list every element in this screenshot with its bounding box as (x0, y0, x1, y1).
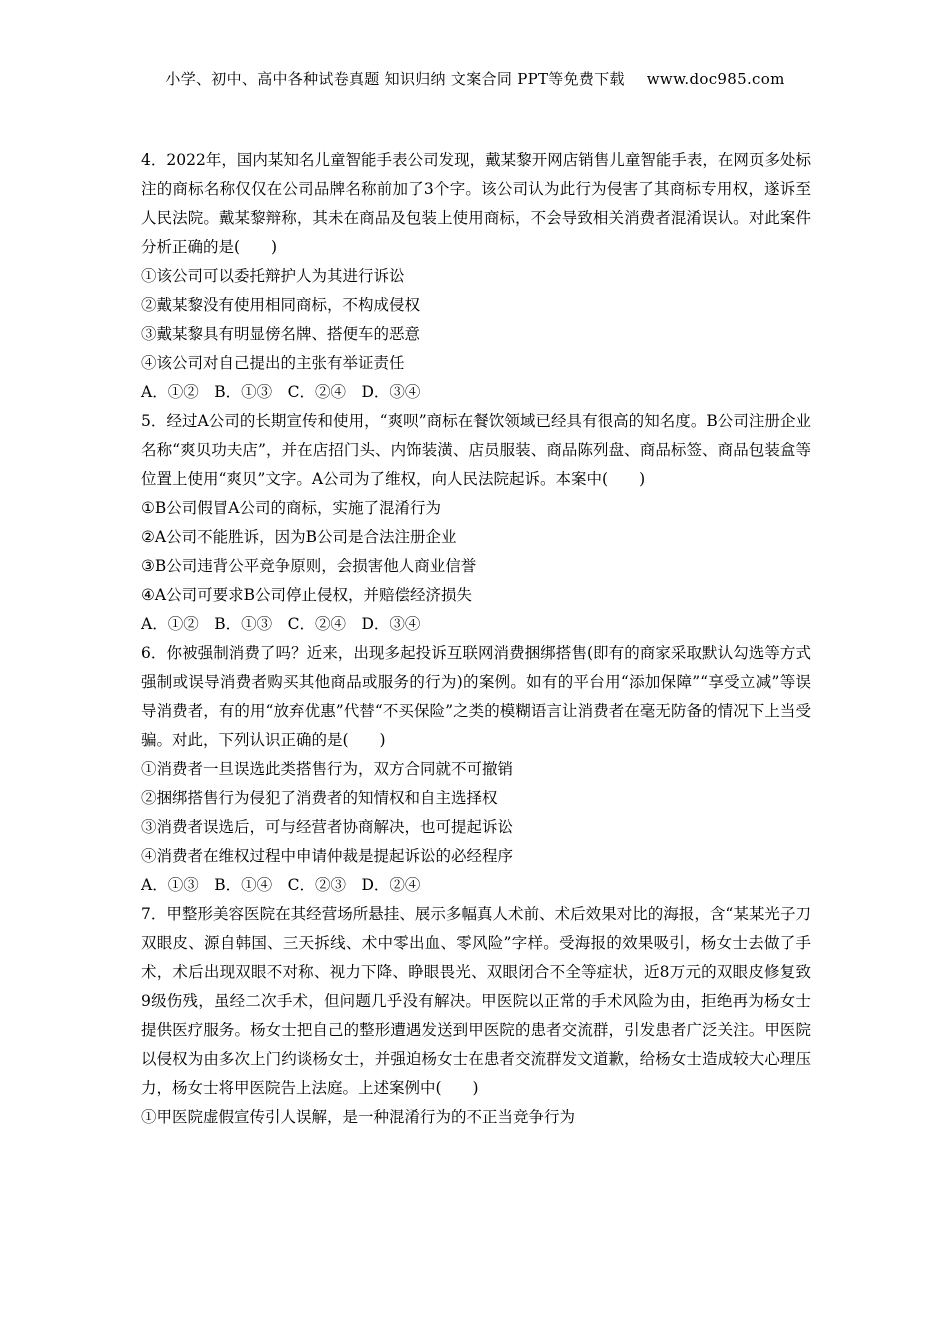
option-item: ②A公司不能胜诉，因为B公司是合法注册企业 (141, 528, 457, 546)
question-5 (141, 407, 811, 639)
option-item: ①甲医院虚假宣传引人误解，是一种混淆行为的不正当竞争行为 (141, 1108, 576, 1126)
question-6 (141, 639, 811, 900)
answer-choices: A．①② B．①③ C．②④ D．③④ (141, 383, 421, 401)
question-7 (141, 900, 811, 1132)
option-item: ①B公司假冒A公司的商标，实施了混淆行为 (141, 499, 441, 517)
answer-choices: A．①② B．①③ C．②④ D．③④ (141, 615, 421, 633)
option-item: ③B公司违背公平竞争原则，会损害他人商业信誉 (141, 557, 477, 575)
question-4 (141, 146, 811, 407)
header-title: 小学、初中、高中各种试卷真题 知识归纳 文案合同 PPT等免费下载 (165, 70, 625, 88)
question-stem: 7．甲整形美容医院在其经营场所悬挂、展示多幅真人术前、术后效果对比的海报，含“某某光子刀双眼皮、源自韩国、三天拆线、术中零出血、零风险”字样。受海报的效果吸引，杨女士去做了手术，术后出现双眼不对称、视力下降、睁眼畏光、双眼闭合不全等症状，近8万元的双眼皮修复致9级伤残，虽经二次手术，但问题几乎没有解决。甲医院以正常的手术风险为由，拒绝再为杨女士提供医疗服务。杨女士把自己的整形遭遇发送到甲医院的患者交流群，引发患者广泛关注。甲医院以侵权为由多次上门约谈杨女士，并强迫杨女士在患者交流群发文道歉，给杨女士造成较大心理压力，杨女士将甲医院告上法庭。上述案例中( ) (141, 905, 811, 1097)
option-item: ④该公司对自己提出的主张有举证责任 (141, 354, 405, 372)
option-item: ④消费者在维权过程中申请仲裁是提起诉讼的必经程序 (141, 847, 514, 865)
question-list (141, 146, 811, 1132)
answer-choices: A．①③ B．①④ C．②③ D．②④ (141, 876, 421, 894)
option-item: ①消费者一旦误选此类搭售行为，双方合同就不可撤销 (141, 760, 514, 778)
option-item: ③戴某黎具有明显傍名牌、搭便车的恶意 (141, 325, 421, 343)
question-stem: 6．你被强制消费了吗？近来，出现多起投诉互联网消费捆绑搭售(即有的商家采取默认勾选等方式强制或误导消费者购买其他商品或服务的行为)的案例。如有的平台用“添加保障”“享受立减”等误导消费者，有的用“放弃优惠”代替“不买保险”之类的模糊语言让消费者在毫无防备的情况下上当受骗。对此，下列认识正确的是( ) (141, 644, 811, 749)
option-item: ②捆绑搭售行为侵犯了消费者的知情权和自主选择权 (141, 789, 498, 807)
option-item: ④A公司可要求B公司停止侵权，并赔偿经济损失 (141, 586, 472, 604)
header-url[interactable]: www.doc985.com (646, 70, 785, 88)
question-stem: 4．2022年，国内某知名儿童智能手表公司发现，戴某黎开网店销售儿童智能手表，在网页多处标注的商标名称仅仅在公司品牌名称前加了3个字。该公司认为此行为侵害了其商标专用权，遂诉至人民法院。戴某黎辩称，其未在商品及包装上使用商标，不会导致相关消费者混淆误认。对此案件分析正确的是( ) (141, 151, 811, 256)
option-item: ③消费者误选后，可与经营者协商解决，也可提起诉讼 (141, 818, 514, 836)
question-stem: 5．经过A公司的长期宣传和使用，“爽呗”商标在餐饮领域已经具有很高的知名度。B公司注册企业名称“爽贝功夫店”，并在店招门头、内饰装潢、店员服装、商品陈列盘、商品标签、商品包装盒等位置上使用“爽贝”文字。A公司为了维权，向人民法院起诉。本案中( ) (141, 412, 811, 488)
page-header (0, 68, 950, 89)
option-item: ①该公司可以委托辩护人为其进行诉讼 (141, 267, 405, 285)
option-item: ②戴某黎没有使用相同商标，不构成侵权 (141, 296, 421, 314)
